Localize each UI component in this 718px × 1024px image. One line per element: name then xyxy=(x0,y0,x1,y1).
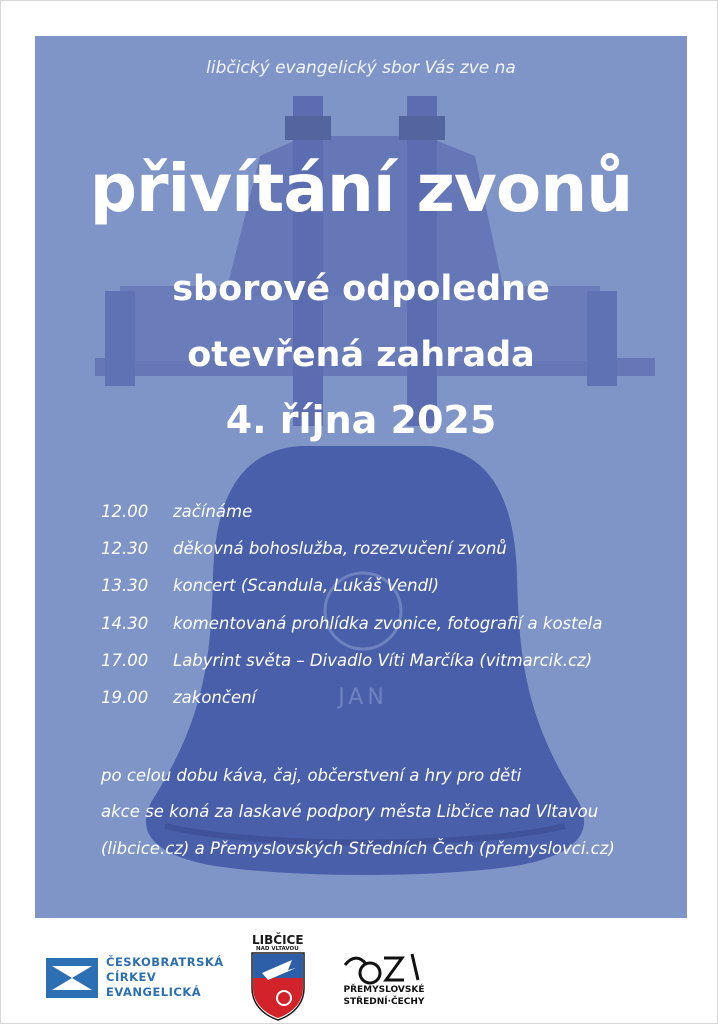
program-text: děkovná bohoslužba, rozezvučení zvonů xyxy=(173,539,507,558)
libcice-coat-of-arms-icon xyxy=(252,953,304,1020)
premyslovske-logo-icon xyxy=(345,954,418,983)
bolt-right xyxy=(399,116,445,140)
cce-logo-text xyxy=(106,955,224,1000)
premyslovske-line-1: PŘEMYSLOVSKÉ xyxy=(343,985,425,995)
premyslovske-logo-text xyxy=(336,984,432,1008)
program-time: 17.00 xyxy=(101,651,149,670)
program-text: koncert (Scandula, Lukáš Vendl) xyxy=(173,576,440,595)
cce-line-1: ČESKOBRATRSKÁ xyxy=(106,955,224,969)
bell-strap-left xyxy=(293,96,323,426)
program-text: komentovaná prohlídka zvonice, fotografií a kostela xyxy=(173,614,603,633)
program-item xyxy=(101,576,439,595)
bell-strap-right xyxy=(407,96,437,426)
footer-line-sponsors: (libcice.cz) a Přemyslovských Středních Čech (přemyslovci.cz) xyxy=(101,839,615,858)
subtitle-afternoon: sborové odpoledne xyxy=(172,269,550,309)
program-text: začínáme xyxy=(173,502,253,521)
program-time: 12.30 xyxy=(101,539,149,558)
page-title: přivítání zvonů xyxy=(89,150,633,227)
premyslovske-line-2: STŘEDNÍ·ČECHY xyxy=(343,997,425,1007)
bell-inscription: JAN xyxy=(338,685,388,710)
bolt-left xyxy=(285,116,331,140)
footer-line-refreshments: po celou dobu káva, čaj, občerstvení a hry pro děti xyxy=(101,766,522,785)
invite-line: libčický evangelický sbor Vás zve na xyxy=(206,58,516,78)
program-item xyxy=(101,502,252,521)
program-time: 19.00 xyxy=(101,688,149,707)
poster xyxy=(35,36,687,918)
program-item xyxy=(101,539,507,558)
program-item xyxy=(101,651,592,670)
libcice-subtitle: NAD VLTAVOU xyxy=(256,946,299,952)
cce-line-2: CÍRKEV xyxy=(106,970,157,984)
program-time: 13.30 xyxy=(101,576,149,595)
program-time: 12.00 xyxy=(101,502,149,521)
subtitle-garden: otevřená zahrada xyxy=(187,335,535,375)
libcice-title: LIBČICE xyxy=(252,933,304,947)
event-date: 4. října 2025 xyxy=(225,398,497,442)
program-text: Labyrint světa – Divadlo Víti Marčíka (vitmarcik.cz) xyxy=(173,651,593,670)
cce-logo-icon xyxy=(46,958,98,998)
footer-line-support: akce se koná za laskavé podpory města Libčice nad Vltavou xyxy=(101,802,599,821)
cce-line-3: EVANGELICKÁ xyxy=(106,985,202,999)
program-item xyxy=(101,614,602,633)
program-text: zakončení xyxy=(173,688,257,707)
program-time: 14.30 xyxy=(101,614,149,633)
program-item xyxy=(101,688,256,707)
